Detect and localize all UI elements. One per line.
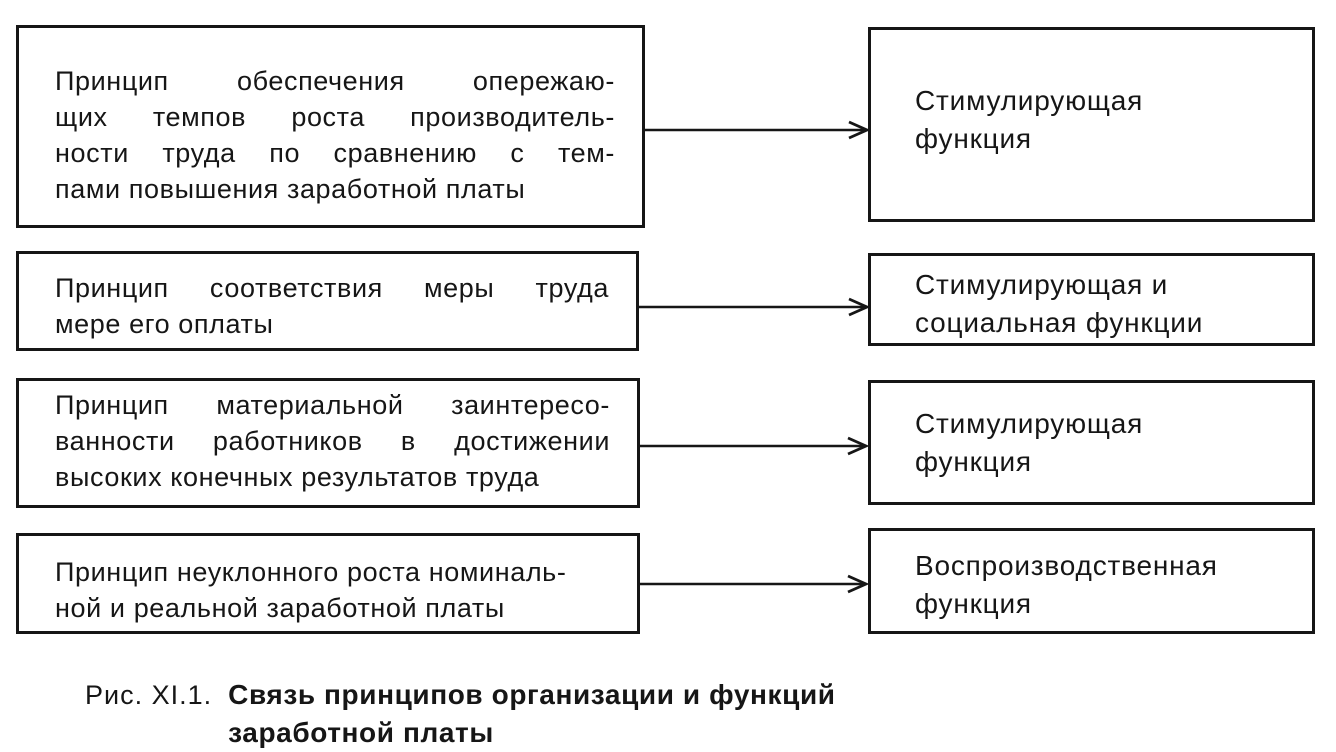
principle-1-line-2: щих темпов роста производитель-: [55, 102, 615, 132]
right-arrow-icon: [638, 436, 870, 456]
function-2-line-2: социальная функции: [915, 307, 1204, 338]
function-3-line-2: функция: [915, 446, 1032, 477]
right-arrow-icon: [638, 574, 870, 594]
right-arrow-icon: [637, 297, 871, 317]
principle-1-line-4: пами повышения заработной платы: [55, 174, 526, 204]
principle-4-line-1: Принцип неуклонного роста номиналь-: [55, 557, 567, 587]
function-box-4: [868, 528, 1315, 634]
principle-2-line-2: мере его оплаты: [55, 309, 274, 339]
function-1-line-2: функция: [915, 123, 1032, 154]
principle-4-line-2: ной и реальной заработной платы: [55, 593, 505, 623]
function-box-2: [868, 253, 1315, 346]
figure-caption-title-line-2: заработной платы: [228, 717, 494, 748]
principle-3-line-2: ванности работников в достижении: [55, 426, 610, 456]
principle-box-2: [16, 251, 639, 351]
principle-3-line-1: Принцип материальной заинтересо-: [55, 390, 610, 420]
principle-box-3: [16, 378, 640, 508]
function-3-line-1: Стимулирующая: [915, 408, 1144, 439]
principle-2-line-1: Принцип соответствия меры труда: [55, 273, 609, 303]
figure-caption-title: [228, 676, 835, 752]
function-4-line-2: функция: [915, 588, 1032, 619]
principle-box-1: [16, 25, 645, 228]
function-box-1: [868, 27, 1315, 222]
function-2-line-1: Стимулирующая и: [915, 269, 1169, 300]
principle-box-4: [16, 533, 640, 634]
figure-caption: [85, 676, 836, 752]
principle-1-line-3: ности труда по сравнению с тем-: [55, 138, 615, 168]
figure-caption-label: Рис. XI.1.: [85, 680, 213, 710]
function-1-line-1: Стимулирующая: [915, 85, 1144, 116]
figure-caption-title-line-1: Связь принципов организации и функций: [228, 679, 836, 710]
principle-3-line-3: высоких конечных результатов труда: [55, 462, 540, 492]
function-box-3: [868, 380, 1315, 505]
principle-1-line-1: Принцип обеспечения опережаю-: [55, 66, 615, 96]
right-arrow-icon: [643, 120, 871, 140]
function-4-line-1: Воспроизводственная: [915, 550, 1218, 581]
